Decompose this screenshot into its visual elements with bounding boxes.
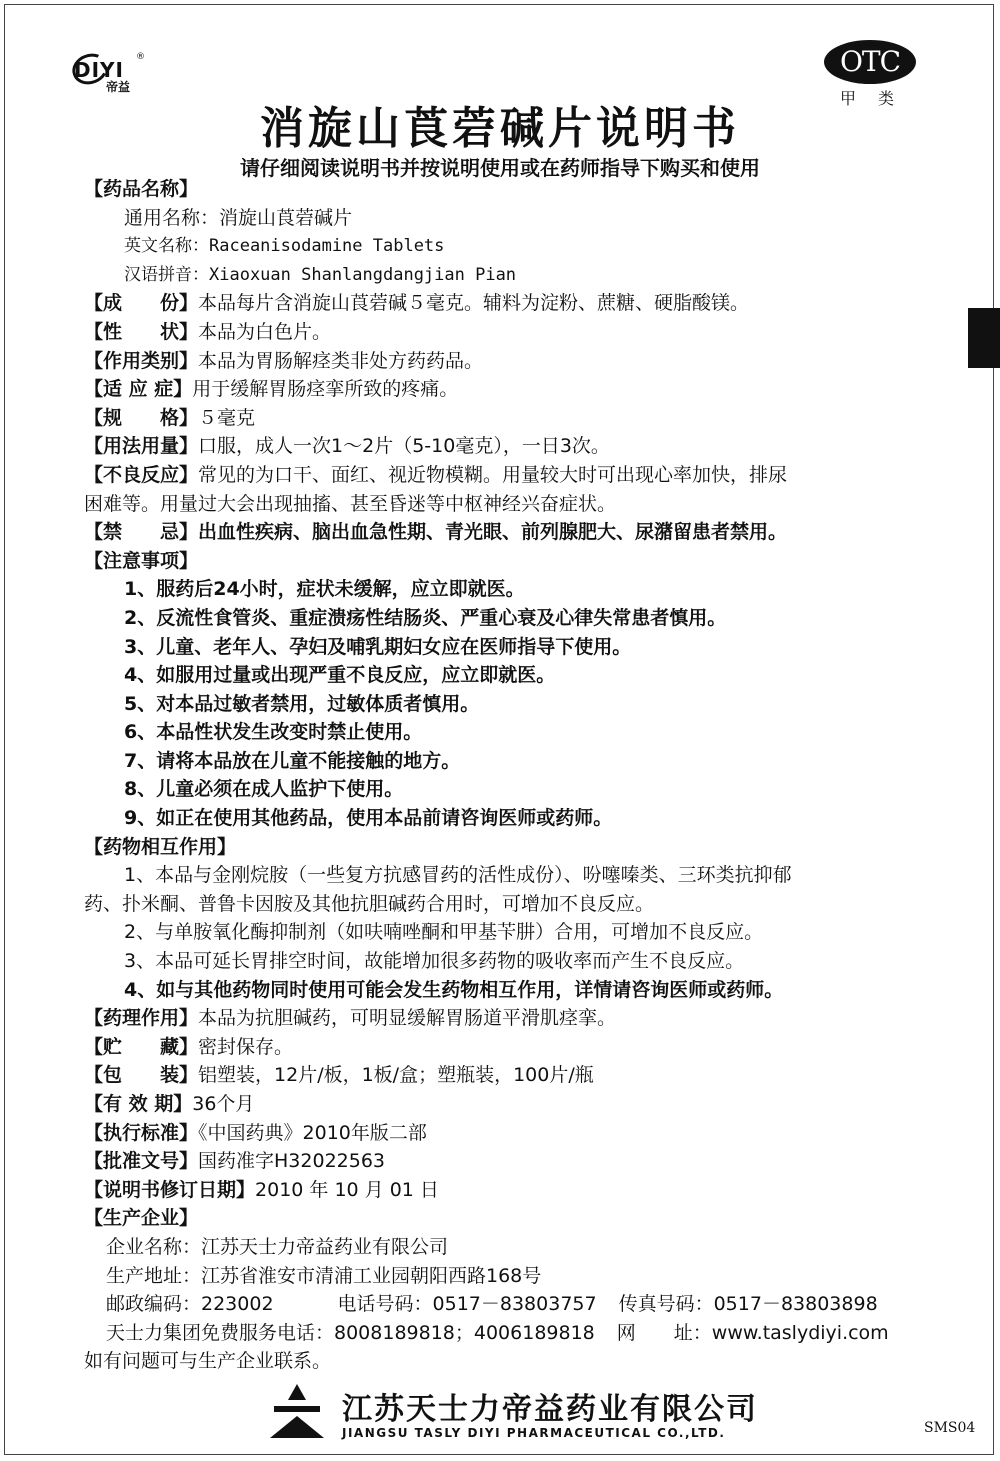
specification-text: ５毫克: [198, 406, 256, 429]
reading-notice: 请仔细阅读说明书并按说明使用或在药师指导下购买和使用: [240, 156, 760, 180]
pinyin-name: 汉语拼音：Xiaoxuan Shanlangdangjian Pian: [124, 264, 517, 285]
precautions-header: 【注意事项】: [84, 549, 199, 572]
precaution-item: 9、如正在使用其他药品，使用本品前请咨询医师或药师。: [124, 807, 613, 830]
storage-label: 【贮 藏】: [84, 1035, 199, 1058]
footer-company-cn: 江苏天士力帝益药业有限公司: [342, 1392, 758, 1427]
validity-label: 【有 效 期】: [84, 1093, 193, 1115]
manufacturer-name: 企业名称：江苏天士力帝益药业有限公司: [106, 1235, 449, 1258]
manufacturer-header: 【生产企业】: [84, 1207, 199, 1230]
character-label: 【性 状】: [84, 320, 199, 343]
storage-section: [84, 1033, 914, 1062]
validity-section: [84, 1090, 914, 1119]
adverse-text-1: 常见的为口干、面红、视近物模糊。用量较大时可出现心率加快，排尿: [198, 463, 788, 486]
category-text: 本品为胃肠解痉类非处方药药品。: [198, 349, 484, 372]
composition-section: [84, 289, 914, 318]
interaction-item-1: 1、本品与金刚烷胺（一些复方抗感冒药的活性成份）、吩噻嗪类、三环类抗抑郁: [124, 864, 792, 887]
indication-text: 用于缓解胃肠痉挛所致的疼痛。: [192, 378, 459, 401]
interactions-header: 【药物相互作用】: [84, 835, 237, 858]
manufacturer-contacts: [84, 1290, 914, 1319]
approval-label: 【批准文号】: [84, 1150, 199, 1173]
standard-label: 【执行标准】: [84, 1121, 199, 1144]
otc-class: 甲类: [840, 89, 917, 108]
document-code: SMS04: [924, 1420, 976, 1436]
precaution-item: 6、本品性状发生改变时禁止使用。: [124, 721, 423, 744]
contraindication-text: 出血性疾病、脑出血急性期、青光眼、前列腺肥大、尿潴留患者禁用。: [198, 521, 788, 544]
validity-text: 36个月: [192, 1093, 255, 1115]
indication-label: 【适 应 症】: [84, 378, 193, 401]
dosage-section: [84, 432, 914, 461]
character-section: [84, 318, 914, 347]
category-label: 【作用类别】: [84, 349, 199, 372]
storage-text: 密封保存。: [198, 1035, 294, 1058]
tasly-logo-icon: [266, 1384, 328, 1440]
standard-text: 《中国药典》2010年版二部: [198, 1121, 427, 1144]
revision-label: 【说明书修订日期】: [84, 1178, 256, 1201]
composition-text: 本品每片含消旋山莨菪碱５毫克。辅料为淀粉、蔗糖、硬脂酸镁。: [198, 292, 750, 315]
precaution-item: 2、反流性食管炎、重症溃疡性结肠炎、严重心衰及心律失常患者慎用。: [124, 606, 727, 629]
package-section: [84, 1061, 914, 1090]
adverse-label: 【不良反应】: [84, 463, 199, 486]
package-label: 【包 装】: [84, 1064, 199, 1087]
precaution-item: 3、儿童、老年人、孕妇及哺乳期妇女应在医师指导下使用。: [124, 635, 632, 658]
page-title: 消旋山莨菪碱片说明书: [260, 103, 740, 154]
logo-word: DIYI: [74, 58, 124, 82]
approval-section: [84, 1147, 914, 1176]
pharmacology-section: [84, 1004, 914, 1033]
precaution-item: 1、服药后24小时，症状未缓解，应立即就医。: [124, 578, 525, 601]
edge-marker: [968, 308, 1000, 368]
manufacturer-address: 生产地址：江苏省淮安市清浦工业园朝阳西路168号: [106, 1264, 542, 1287]
website: 网 址：www.taslydiyi.com: [616, 1321, 889, 1344]
precaution-item: 5、对本品过敏者禁用，过敏体质者慎用。: [124, 692, 480, 715]
logo-chinese: 帝益: [106, 80, 131, 94]
interaction-item-2: 2、与单胺氧化酶抑制剂（如呋喃唑酮和甲基苄肼）合用，可增加不良反应。: [124, 921, 764, 944]
service-hotline: 天士力集团免费服务电话：8008189818；4006189818: [106, 1321, 595, 1344]
contraindication-label: 【禁 忌】: [84, 521, 199, 544]
pharmacology-label: 【药理作用】: [84, 1007, 199, 1030]
otc-badge: OTC: [824, 40, 916, 84]
fax-number: 传真号码：0517－83803898: [618, 1293, 878, 1316]
diyi-logo: [72, 52, 144, 94]
standard-section: [84, 1119, 914, 1148]
category-section: [84, 347, 914, 376]
footer-company-en: JIANGSU TASLY DIYI PHARMACEUTICAL CO.,LTD.: [342, 1426, 726, 1440]
contact-note: 如有问题可与生产企业联系。: [84, 1350, 332, 1373]
approval-text: 国药准字H32022563: [198, 1150, 386, 1173]
leaflet-body: [84, 175, 914, 1376]
interaction-item-4: 4、如与其他药物同时使用可能会发生药物相互作用，详情请咨询医师或药师。: [124, 978, 784, 1001]
contraindication-section: [84, 518, 914, 547]
revision-text: 2010 年 10 月 01 日: [255, 1178, 439, 1201]
package-text: 铝塑装，12片/板，1板/盒；塑瓶装，100片/瓶: [198, 1064, 594, 1087]
phone-number: 电话号码：0517－83803757: [337, 1293, 597, 1316]
interaction-item-1-cont: 药、扑米酮、普鲁卡因胺及其他抗胆碱药合用时，可增加不良反应。: [84, 892, 655, 915]
generic-name: 通用名称：消旋山莨菪碱片: [124, 206, 353, 229]
interaction-item-3: 3、本品可延长胃排空时间，故能增加很多药物的吸收率而产生不良反应。: [124, 950, 745, 973]
composition-label: 【成 份】: [84, 292, 199, 315]
postcode: 邮政编码：223002: [106, 1293, 274, 1316]
precaution-item: 8、儿童必须在成人监护下使用。: [124, 778, 404, 801]
precaution-item: 7、请将本品放在儿童不能接触的地方。: [124, 749, 461, 772]
character-text: 本品为白色片。: [198, 320, 332, 343]
precaution-item: 4、如服用过量或出现严重不良反应，应立即就医。: [124, 664, 556, 687]
adverse-section: [84, 461, 914, 490]
indication-section: [84, 375, 914, 404]
pharmacology-text: 本品为抗胆碱药，可明显缓解胃肠道平滑肌痉挛。: [198, 1007, 617, 1030]
english-name: 英文名称：Raceanisodamine Tablets: [124, 236, 445, 257]
manufacturer-service: [84, 1319, 914, 1348]
drug-name-header: 【药品名称】: [84, 178, 199, 200]
dosage-text: 口服，成人一次1～2片（5-10毫克），一日3次。: [198, 435, 610, 458]
specification-section: [84, 404, 914, 433]
adverse-text-2: 困难等。用量过大会出现抽搐、甚至昏迷等中枢神经兴奋症状。: [84, 492, 617, 515]
specification-label: 【规 格】: [84, 406, 199, 429]
registered-mark: ®: [136, 52, 145, 62]
revision-section: [84, 1176, 914, 1205]
dosage-label: 【用法用量】: [84, 435, 199, 458]
